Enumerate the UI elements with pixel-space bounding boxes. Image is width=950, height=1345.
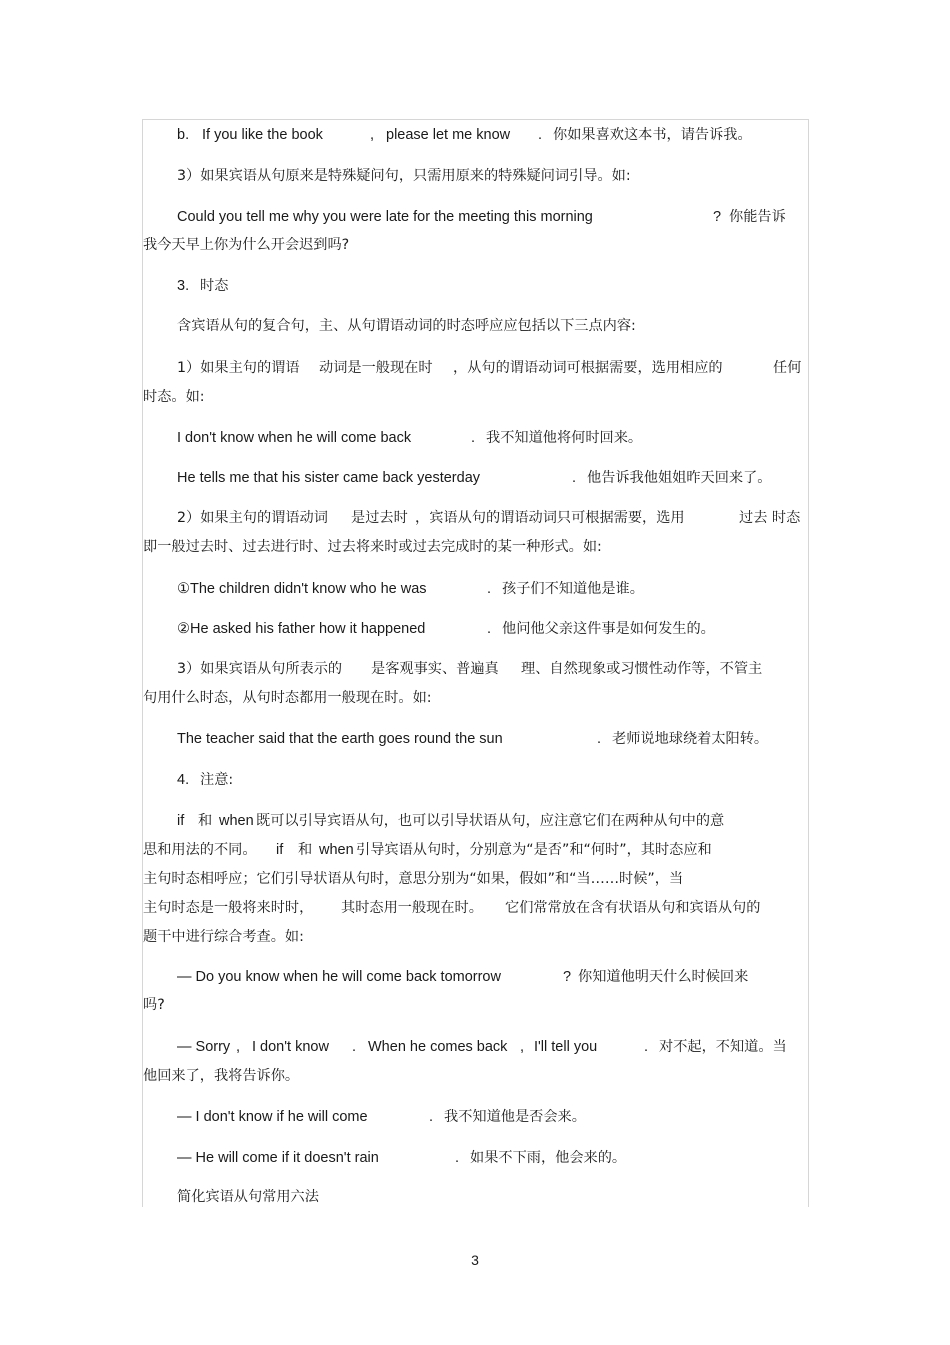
text-line-l29-part-2: 如果不下雨，他会来的。: [470, 1150, 627, 1166]
text-line-l13-part-1: .: [487, 581, 492, 597]
text-line-l17-part-2: 老师说地球绕着太阳转。: [612, 731, 769, 747]
text-line-l09-part-2: 我不知道他将何时回来。: [486, 430, 643, 446]
text-line-l25-part-0: 吗?: [143, 997, 165, 1013]
text-line-l26-part-6: I'll tell you: [534, 1039, 598, 1055]
text-line-l28-part-0: — I don't know if he will come: [177, 1109, 368, 1125]
text-line-l09-part-0: I don't know when he will come back: [177, 430, 412, 446]
text-line-l14-part-0: ②He asked his father how it happened: [177, 621, 426, 637]
text-line-l21-part-0: 主句时态相呼应；它们引导状语从句时，意思分别为“如果，假如”和“当……时候”，当: [143, 871, 684, 887]
text-line-l05-part-1: 时态: [200, 278, 229, 294]
text-line-l26-part-0: — Sorry: [177, 1039, 231, 1055]
text-line-l18-part-0: 4.: [177, 772, 190, 788]
text-line-l28-part-1: .: [429, 1109, 434, 1125]
text-line-l11-part-0: 2）如果主句的谓语动词: [177, 510, 328, 526]
text-line-l20-part-4: 引导宾语从句时，分别意为“是否”和“何时”，其时态应和: [356, 842, 712, 858]
text-line-l02-part-0: 3）如果宾语从句原来是特殊疑问句，只需用原来的特殊疑问词引导。如:: [177, 168, 631, 184]
text-line-l24-part-0: — Do you know when he will come back tomorrow: [177, 969, 501, 985]
text-line-l15-part-0: 3）如果宾语从句所表示的: [177, 661, 343, 677]
text-line-l17-part-1: .: [597, 731, 602, 747]
text-line-l24-part-1: ?: [563, 969, 572, 985]
text-line-l27-part-0: 他回来了，我将告诉你。: [143, 1068, 300, 1084]
text-line-l19-part-0: if: [177, 813, 185, 829]
text-line-l15-part-1: 是客观事实、普遍真: [371, 661, 499, 677]
text-line-l24-part-2: 你知道他明天什么时候回来: [578, 969, 749, 985]
text-line-l22-part-1: 其时态用一般现在时。: [341, 900, 483, 916]
text-line-l09-part-1: .: [471, 430, 476, 446]
text-line-l07-part-2: ，从句的谓语动词可根据需要，选用相应的: [453, 360, 723, 376]
text-line-l03-part-2: 你能告诉: [729, 209, 786, 225]
text-line-l07-part-3: 任何: [773, 360, 802, 376]
text-line-l13-part-2: 孩子们不知道他是谁。: [502, 581, 644, 597]
text-line-l01-part-3: please let me know: [386, 127, 511, 143]
text-line-l26-part-5: ,: [520, 1039, 525, 1055]
text-line-l11-part-2: ，宾语从句的谓语动词只可根据需要，选用: [415, 510, 685, 526]
text-line-l22-part-2: 它们常常放在含有状语从句和宾语从句的: [505, 900, 761, 916]
page-number: 3: [471, 1252, 479, 1268]
text-line-l19-part-1: 和: [198, 813, 213, 829]
text-line-l26-part-1: ,: [236, 1039, 241, 1055]
text-line-l23-part-0: 题干中进行综合考查。如:: [143, 929, 304, 945]
text-line-l11-part-1: 是过去时: [351, 510, 408, 526]
text-line-l20-part-0: 思和用法的不同。: [143, 842, 257, 858]
text-line-l26-part-8: 对不起，不知道。当: [659, 1039, 787, 1055]
text-line-l17-part-0: The teacher said that the earth goes round the sun: [177, 731, 503, 747]
text-line-l10-part-1: .: [572, 470, 577, 486]
text-line-l01-part-2: ,: [370, 127, 375, 143]
text-line-l14-part-1: .: [487, 621, 492, 637]
text-line-l22-part-0: 主句时态是一般将来时时，: [143, 900, 314, 916]
text-line-l01-part-1: If you like the book: [202, 127, 323, 143]
text-line-l29-part-1: .: [455, 1150, 460, 1166]
text-line-l06-part-0: 含宾语从句的复合句，主、从句谓语动词的时态呼应应包括以下三点内容:: [177, 318, 636, 334]
text-line-l12-part-0: 即一般过去时、过去进行时、过去将来时或过去完成时的某一种形式。如:: [143, 539, 602, 555]
text-line-l15-part-2: 理、自然现象或习惯性动作等，不管主: [521, 661, 763, 677]
text-line-l20-part-3: when: [319, 842, 354, 858]
text-line-l04-part-0: 我今天早上你为什么开会迟到吗?: [143, 237, 350, 253]
text-line-l26-part-3: .: [352, 1039, 357, 1055]
text-line-l30-part-0: 简化宾语从句常用六法: [177, 1189, 319, 1205]
text-line-l01-part-0: b.: [177, 127, 190, 143]
text-line-l10-part-2: 他告诉我他姐姐昨天回来了。: [587, 470, 772, 486]
text-line-l26-part-7: .: [644, 1039, 649, 1055]
text-line-l05-part-0: 3.: [177, 278, 190, 294]
text-line-l26-part-2: I don't know: [252, 1039, 329, 1055]
text-line-l01-part-4: .: [538, 127, 543, 143]
text-line-l29-part-0: — He will come if it doesn't rain: [177, 1150, 379, 1166]
text-line-l08-part-0: 时态。如:: [143, 389, 205, 405]
text-line-l11-part-3: 过去 时态: [739, 510, 801, 526]
text-line-l20-part-1: if: [276, 842, 284, 858]
text-line-l26-part-4: When he comes back: [368, 1039, 508, 1055]
text-line-l07-part-1: 动词是一般现在时: [319, 360, 433, 376]
text-line-l19-part-2: when: [219, 813, 254, 829]
text-line-l07-part-0: 1）如果主句的谓语: [177, 360, 300, 376]
text-line-l28-part-2: 我不知道他是否会来。: [444, 1109, 586, 1125]
text-line-l03-part-1: ?: [713, 209, 722, 225]
text-line-l13-part-0: ①The children didn't know who he was: [177, 581, 427, 597]
text-line-l14-part-2: 他问他父亲这件事是如何发生的。: [502, 621, 715, 637]
text-line-l10-part-0: He tells me that his sister came back yesterday: [177, 470, 481, 486]
text-line-l01-part-5: 你如果喜欢这本书，请告诉我。: [553, 127, 752, 143]
text-line-l18-part-1: 注意:: [200, 772, 234, 788]
text-line-l03-part-0: Could you tell me why you were late for the meeting this morning: [177, 209, 593, 225]
text-line-l19-part-3: 既可以引导宾语从句，也可以引导状语从句，应注意它们在两种从句中的意: [256, 813, 725, 829]
text-line-l16-part-0: 句用什么时态，从句时态都用一般现在时。如:: [143, 690, 432, 706]
text-line-l20-part-2: 和: [298, 842, 313, 858]
